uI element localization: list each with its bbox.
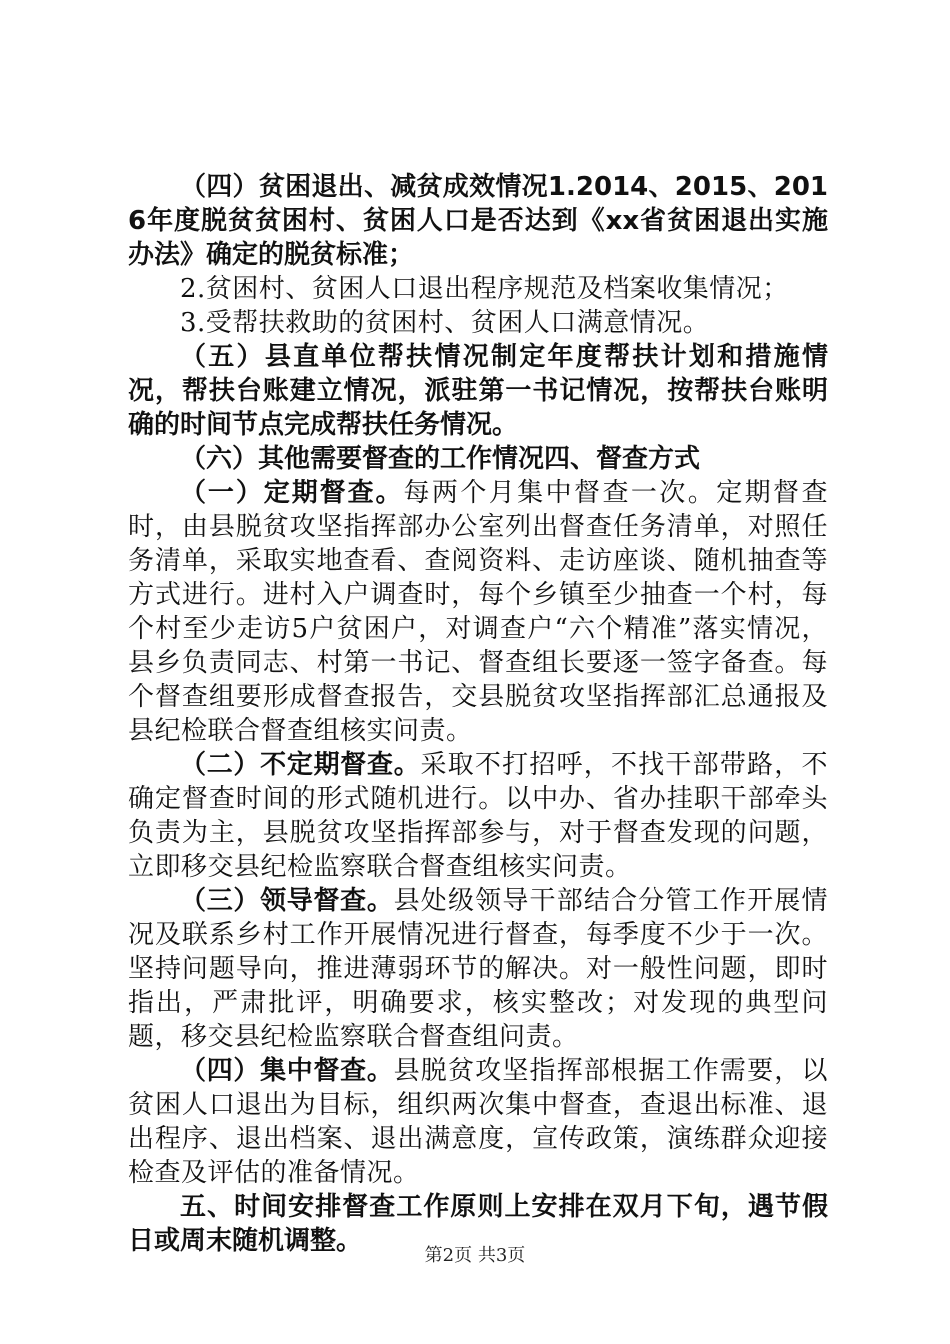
paragraph-text: 采取不打招呼，不找干部带路，不确定督查时间的形式随机进行。以中办、省办挂职干部牵头负责为主，县脱贫攻坚指挥部参与，对于督查发现的问题，立即移交县纪检监察联合督查组核实问责。 — [128, 750, 828, 882]
paragraph-text: 五、时间安排督查工作原则上安排在双月下旬，遇节假日或周末随机调整。 — [128, 1192, 828, 1256]
paragraph-heading: （二）不定期督查。 — [180, 750, 421, 780]
paragraph-exit-procedure — [128, 272, 828, 306]
document-body — [128, 170, 828, 1258]
paragraph-text: 3.受帮扶救助的贫困村、贫困人口满意情况。 — [180, 308, 710, 338]
paragraph-irregular-inspection — [128, 748, 828, 884]
paragraph-text: 县处级领导干部结合分管工作开展情况及联系乡村工作开展情况进行督查，每季度不少于一次。坚持问题导向，推进薄弱环节的解决。对一般性问题，即时指出，严肃批评，明确要求，核实整改；对发现的典型问题，移交县纪检监察联合督查组问责。 — [128, 886, 828, 1052]
paragraph-text: 县脱贫攻坚指挥部根据工作需要，以贫困人口退出为目标，组织两次集中督查，查退出标准、退出程序、退出档案、退出满意度，宣传政策，演练群众迎接检查及评估的准备情况。 — [128, 1056, 828, 1188]
paragraph-text: 每两个月集中督查一次。定期督查时，由县脱贫攻坚指挥部办公室列出督查任务清单，对照任务清单，采取实地查看、查阅资料、走访座谈、随机抽查等方式进行。进村入户调查时，每个乡镇至少抽查一个村，每个村至少走访5户贫困户，对调查户“六个精准”落实情况，县乡负责同志、村第一书记、督查组长要逐一签字备查。每个督查组要形成督查报告，交县脱贫攻坚指挥部汇总通报及县纪检联合督查组核实问责。 — [128, 478, 828, 746]
paragraph-heading: （一）定期督查。 — [180, 478, 404, 508]
paragraph-heading: （三）领导督查。 — [180, 886, 394, 916]
paragraph-leader-inspection — [128, 884, 828, 1054]
paragraph-satisfaction — [128, 306, 828, 340]
paragraph-other-work — [128, 442, 828, 476]
paragraph-county-units — [128, 340, 828, 442]
page-number-footer: 第2页 共3页 — [424, 1245, 526, 1266]
paragraph-poverty-exit — [128, 170, 828, 272]
paragraph-heading: （四）集中督查。 — [180, 1056, 394, 1086]
paragraph-text: 2.贫困村、贫困人口退出程序规范及档案收集情况； — [180, 274, 789, 304]
paragraph-text: （六）其他需要督查的工作情况四、督查方式 — [180, 444, 701, 474]
paragraph-text: （五）县直单位帮扶情况制定年度帮扶计划和措施情况，帮扶台账建立情况，派驻第一书记情况，按帮扶台账明确的时间节点完成帮扶任务情况。 — [128, 342, 828, 440]
paragraph-text: （四）贫困退出、减贫成效情况1.2014、2015、2016年度脱贫贫困村、贫困人口是否达到《xx省贫困退出实施办法》确定的脱贫标准； — [128, 172, 828, 270]
paragraph-regular-inspection — [128, 476, 828, 748]
paragraph-centralized-inspection — [128, 1054, 828, 1190]
